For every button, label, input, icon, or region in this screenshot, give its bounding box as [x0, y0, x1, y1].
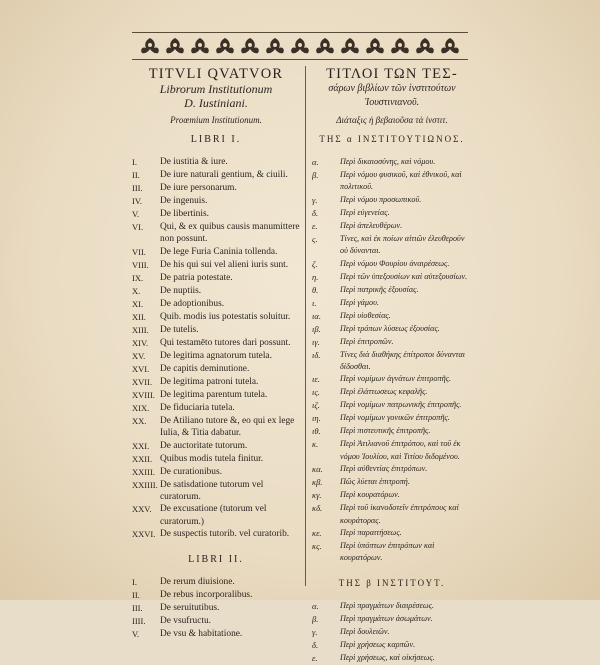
latin-title-entry-title: De rerum diuisione. [160, 577, 235, 588]
greek-proem: Διάταξις ἡ βεβαιοῦσα τὰ ἰνστιτ. [336, 115, 448, 125]
latin-title-entry [132, 503, 300, 528]
greek-title-entry-number: θ. [312, 284, 319, 295]
greek-title-entry-number: ια. [312, 310, 321, 321]
greek-title-entry [312, 207, 472, 220]
latin-title-entry-number: V. [132, 209, 140, 219]
greek-title-entry-title: Περὶ τῶν ὑπεξουσίων καὶ αὐτεξουσίων. [340, 271, 468, 281]
latin-title-entry [132, 221, 300, 246]
greek-title-entry [312, 297, 472, 310]
latin-title-entry [132, 479, 300, 504]
greek-title-entry-number: η. [312, 271, 319, 282]
greek-title-entry-title: Περὶ δικαιοσύνης, καὶ νόμου. [340, 157, 436, 166]
latin-title-entry-title: De lege Furia Caninia tollenda. [160, 246, 278, 257]
greek-title-entry [312, 386, 472, 399]
greek-book-2-list [312, 600, 472, 665]
floral-ornament-icon [288, 36, 312, 56]
greek-title-entry-number: ιδ. [312, 349, 321, 360]
latin-title-entry-title: De ingenuis. [160, 196, 208, 206]
latin-title-entry [132, 528, 300, 541]
latin-title-entry [132, 246, 300, 259]
greek-title-entry-number: κδ. [312, 503, 323, 514]
greek-title-entry [312, 438, 472, 463]
greek-title-entry [312, 527, 472, 540]
greek-title-entry [312, 233, 472, 258]
greek-title-entry-number: γ. [312, 194, 318, 205]
latin-title-entry [132, 195, 300, 208]
greek-title-entry-number: ιβ. [312, 323, 321, 334]
latin-title-entry-title: De legitima agnatorum tutela. [160, 350, 272, 361]
greek-title-entry-number: κε. [312, 528, 322, 539]
column-divider [305, 66, 306, 586]
greek-title-entry-title: Τίνες διὰ διαθήκης ἐπίτροποι δύνανται δίδοσθαι. [340, 349, 466, 372]
latin-title-entry [132, 628, 300, 641]
floral-ornament-icon [163, 36, 187, 56]
latin-title-entry-number: XIX. [132, 402, 150, 413]
greek-title-entry-title: Περὶ πραγμάτων διαιρέσεως. [340, 600, 434, 610]
latin-title-entry [132, 402, 300, 415]
latin-title-entry-number: IX. [132, 272, 144, 283]
greek-title-entry-title: Περὶ υἱοθεσίας. [340, 310, 391, 320]
greek-title-entry-title: Περὶ νόμου Φουρίου ἀναιρέσεως. [340, 258, 450, 268]
greek-title-entry-number: β. [312, 613, 319, 624]
greek-title-entry-title: Περὶ αὐθεντίας ἐπιτρόπων. [340, 464, 428, 474]
greek-title-entry-title: Περὶ εὐγενείας. [340, 207, 390, 217]
latin-title-entry-title: De seruitutibus. [160, 603, 220, 614]
latin-title-entry-number: XIV. [132, 337, 149, 348]
latin-title-entry [132, 182, 300, 195]
latin-title-entry [132, 363, 300, 376]
greek-title-entry-number: δ. [312, 639, 319, 650]
latin-title-entry [132, 169, 300, 182]
greek-title-entry-number: ζ. [312, 258, 318, 269]
greek-title-entry-number: ιζ. [312, 400, 320, 411]
greek-title-entry-number: κβ. [312, 477, 323, 488]
greek-title-entry [312, 349, 472, 374]
latin-title-entry-number: XVII. [132, 376, 153, 387]
latin-title-entry-number: XX. [132, 415, 147, 426]
latin-title-entry [132, 602, 300, 615]
greek-title-entry [312, 310, 472, 323]
latin-title-entry-number: XVI. [132, 363, 150, 374]
greek-title-entry-title: Περὶ τοῦ ἱκανοδοτεῖν ἐπιτρόπους καὶ κουράτορας. [340, 503, 459, 525]
greek-title-entry-number: ιθ. [312, 426, 321, 437]
latin-title-entry [132, 350, 300, 363]
greek-title-entry-number: κς. [312, 541, 322, 552]
latin-proem: Proœmium Institutionum. [170, 115, 262, 125]
greek-title-entry-title: Περὶ γάμου. [340, 297, 379, 307]
floral-ornament-icon [363, 36, 387, 56]
latin-title-entry-number: X. [132, 285, 141, 296]
latin-title-entry-title: De fiduciaria tutela. [160, 402, 235, 413]
greek-title-entry-number: γ. [312, 626, 318, 637]
floral-ornament-icon [138, 36, 162, 56]
greek-title-entry [312, 399, 472, 412]
greek-title-entry [312, 489, 472, 502]
latin-title-entry [132, 589, 300, 602]
floral-ornament-icon [438, 36, 462, 56]
greek-title-entry-number: κ. [312, 439, 319, 450]
latin-title-entry-title: De excusatione (tutorum vel curatorum.) [160, 504, 267, 527]
latin-title-entry [132, 440, 300, 453]
latin-title-entry-number: XXII. [132, 453, 153, 464]
greek-title-entry [312, 194, 472, 207]
latin-title-entry-number: XII. [132, 311, 146, 322]
greek-title-entry-title: Περὶ πιστευτικῆς ἐπιτροπῆς. [340, 426, 431, 436]
greek-title-entry-title: Περὶ παραιτήσεως. [340, 528, 402, 538]
greek-title-entry [312, 639, 472, 652]
greek-title-entry-number: ε. [312, 220, 318, 231]
latin-title-entry-number: XV. [132, 350, 146, 361]
floral-ornament-icon [313, 36, 337, 56]
greek-title-entry-title: Περὶ νόμου προσωπικοῦ. [340, 194, 422, 204]
greek-title-entry [312, 476, 472, 489]
floral-header-ornament [132, 32, 468, 60]
latin-title-entry-title: De adoptionibus. [160, 298, 225, 309]
latin-book-1-list [132, 156, 300, 541]
latin-title-entry-title: Quib. modis ius potestatis soluitur. [160, 311, 291, 322]
floral-ornament-icon [213, 36, 237, 56]
greek-title-entry [312, 502, 472, 527]
greek-title-entry-title: Περὶ τρόπων λύσεως ἐξουσίας. [340, 323, 440, 333]
latin-title-entry-number: VI. [132, 222, 144, 232]
latin-subtitle-1: Librorum Institutionum [159, 82, 273, 96]
latin-title-entry [132, 285, 300, 298]
latin-title-entry-title: De suspectis tutorib. vel curatorib. [160, 529, 290, 540]
greek-title-entry [312, 258, 472, 271]
latin-libri-1-heading: LIBRI I. [190, 134, 242, 145]
greek-title-entry-title: Τίνες, καὶ ἐκ ποίων αἰτιῶν ἐλευθεροῦν οὐ δύνανται. [340, 233, 465, 256]
greek-title-entry-title: Περὶ Ἀτιλιανοῦ ἐπιτρόπου, καὶ τοῦ ἐκ νόμου Ἰουλίου, καὶ Τιτίου διδομένου. [340, 439, 461, 461]
latin-title-entry-title: De Atiliano tutore &, eo qui ex lege Iulia, & Titia dabatur. [160, 415, 295, 439]
greek-title-entry-number: ιε. [312, 374, 320, 385]
greek-subtitle-2: Ἰουστινιανοῦ. [364, 97, 420, 108]
latin-title-entry-title: Quibus modis tutela finitur. [160, 453, 264, 464]
latin-title-entry-title: Qui testamēto tutores dari possunt. [160, 337, 291, 348]
latin-title-entry-number: III. [132, 183, 143, 193]
latin-title-entry-title: De iustitia & iure. [160, 157, 228, 167]
latin-title-entry-number: XXIIII. [132, 479, 158, 490]
latin-title-entry-number: VII. [132, 246, 146, 257]
latin-title-entry-title: De rebus incorporalibus. [160, 590, 253, 601]
latin-title-entry-title: De libertinis. [160, 209, 209, 219]
greek-title-entry-title: Περὶ δουλειῶν. [340, 626, 390, 636]
latin-title-entry-number: V. [132, 629, 140, 640]
latin-title-entry [132, 259, 300, 272]
latin-title-entry-title: De his qui sui vel alieni iuris sunt. [160, 259, 289, 270]
greek-libri-1-heading: ΤΗΣ α ΙΝΣΤΙΤΟΥΤΙΩΝΟΣ. [319, 134, 465, 144]
latin-title-entry [132, 311, 300, 324]
greek-title-entry-number: ιη. [312, 413, 321, 424]
greek-title: ΤΙΤΛΟΙ ΤΩΝ ΤΕΣ- [326, 66, 458, 82]
latin-title-entry-title: De patria potestate. [160, 272, 233, 283]
latin-title-entry-title: De legitima parentum tutela. [160, 389, 268, 400]
greek-title-entry [312, 271, 472, 284]
greek-title-entry-title: Πῶς λύεται ἐπιτροπή. [340, 477, 410, 487]
floral-ornament-icon [413, 36, 437, 56]
latin-title-entry [132, 466, 300, 479]
greek-title-entry-number: α. [312, 600, 319, 611]
latin-title-entry-title: De curationibus. [160, 466, 222, 477]
greek-title-entry-title: Περὶ ὑπόπτων ἐπιτρόπων καὶ κουρατόρων. [340, 541, 435, 563]
latin-title-entry [132, 415, 300, 440]
greek-title-entry [312, 600, 472, 613]
latin-title-entry-number: XIII. [132, 324, 149, 335]
greek-title-entry [312, 336, 472, 349]
latin-title-entry-title: Qui, & ex quibus causis manumittere non possunt. [160, 222, 300, 245]
greek-title-entry [312, 373, 472, 386]
greek-title-entry [312, 412, 472, 425]
latin-title-entry [132, 272, 300, 285]
greek-title-entry-title: Περὶ πραγμάτων ἀσωμάτων. [340, 613, 433, 623]
latin-title-entry-title: De iure naturali gentium, & ciuili. [160, 170, 288, 180]
floral-ornament-icon [238, 36, 262, 56]
greek-title-entry-number: β. [312, 170, 319, 180]
greek-title-entry-number: ις. [312, 387, 320, 398]
latin-title-entry-number: I. [132, 157, 137, 167]
latin-title-entry [132, 208, 300, 221]
greek-title-entry-title: Περὶ νομίμων ἀγνάτων ἐπιτροπῆς. [340, 374, 452, 384]
greek-title-entry-number: α. [312, 157, 319, 167]
latin-title-entry-number: XXIII. [132, 466, 155, 477]
latin-title-entry [132, 576, 300, 589]
greek-title-entry [312, 463, 472, 476]
greek-title-entry [312, 323, 472, 336]
greek-title-entry-title: Περὶ κουρατόρων. [340, 490, 400, 500]
latin-title-entry-number: XXI. [132, 440, 150, 451]
latin-title-entry-title: De auctoritate tutorum. [160, 440, 248, 451]
greek-title-entry-number: κα. [312, 464, 323, 475]
greek-title-entry-number: ε. [312, 652, 318, 663]
greek-title-entry-title: Περὶ ἀπελευθέρων. [340, 220, 403, 230]
greek-title-entry [312, 220, 472, 233]
latin-title-entry [132, 324, 300, 337]
greek-column [312, 66, 472, 665]
greek-title-entry-title: Περὶ νομίμων γονικῶν ἐπιτροπῆς. [340, 413, 450, 423]
greek-title-entry [312, 613, 472, 626]
greek-title-entry-title: Περὶ χρήσεως καρπῶν. [340, 639, 416, 649]
latin-title-entry-number: XXV. [132, 504, 152, 515]
latin-title-entry-number: VIII. [132, 259, 149, 270]
greek-title-entry [312, 156, 472, 169]
latin-subtitle-2: D. Iustiniani. [184, 96, 248, 110]
greek-title-entry-number: ιγ. [312, 336, 320, 347]
greek-title-entry [312, 652, 472, 665]
greek-title-entry-title: Περὶ νόμου φυσικοῦ, καὶ ἐθνικοῦ, καὶ πολιτικοῦ. [340, 170, 462, 192]
latin-title-entry-title: De nuptiis. [160, 285, 202, 296]
greek-title-entry-number: ς. [312, 233, 318, 244]
latin-title-entry-title: De legitima patroni tutela. [160, 376, 259, 387]
latin-title-entry-number: II. [132, 590, 140, 601]
greek-book-1-list [312, 156, 472, 565]
latin-title-entry-number: XVIII. [132, 389, 155, 400]
latin-title-entry-number: XI. [132, 298, 144, 309]
latin-title-entry-number: II. [132, 170, 140, 180]
latin-title-entry-number: XXVI. [132, 529, 156, 540]
latin-title: TITVLI QVATVOR [148, 66, 284, 82]
greek-title-entry [312, 284, 472, 297]
latin-title-entry [132, 156, 300, 169]
greek-title-entry-number: δ. [312, 207, 319, 218]
latin-title-entry [132, 389, 300, 402]
latin-title-entry-number: IV. [132, 196, 142, 206]
greek-title-entry-number: κγ. [312, 490, 322, 501]
latin-title-entry-title: De vsu & habitatione. [160, 629, 243, 640]
latin-title-entry [132, 615, 300, 628]
greek-title-entry-title: Περὶ ἐλάττωσεως κεφαλῆς. [340, 387, 428, 397]
greek-title-entry-title: Περὶ χρήσεως, καὶ οἰκήσεως. [340, 652, 435, 662]
greek-title-entry [312, 169, 472, 194]
greek-libri-2-heading: ΤΗΣ β ΙΝΣΤΙΤΟΥΤ. [338, 577, 446, 588]
latin-title-entry-number: I. [132, 577, 137, 588]
greek-title-entry-number: ι. [312, 297, 317, 308]
latin-book-2-list [132, 576, 300, 641]
latin-column [132, 66, 300, 641]
latin-title-entry [132, 376, 300, 389]
latin-title-entry [132, 453, 300, 466]
latin-title-entry-title: De vsufructu. [160, 616, 212, 627]
greek-title-entry [312, 626, 472, 639]
latin-title-entry-title: De tutelis. [160, 324, 199, 335]
greek-title-entry-title: Περὶ ἐπιτροπῶν. [340, 336, 394, 346]
floral-ornament-icon [263, 36, 287, 56]
latin-title-entry [132, 337, 300, 350]
latin-title-entry-title: De satisdatione tutorum vel curatorum. [160, 479, 264, 503]
greek-subtitle-1: σάρων βιβλίων τῶν ἰνστιτούτων [328, 83, 456, 94]
latin-title-entry [132, 298, 300, 311]
latin-title-entry-number: III. [132, 603, 143, 614]
floral-ornament-icon [388, 36, 412, 56]
latin-title-entry-number: IIII. [132, 616, 146, 627]
greek-title-entry [312, 540, 472, 565]
latin-title-entry-title: De iure personarum. [160, 183, 237, 193]
floral-ornament-icon [188, 36, 212, 56]
greek-title-entry-title: Περὶ πατρικῆς ἐξουσίας. [340, 284, 419, 294]
latin-title-entry-title: De capitis deminutione. [160, 363, 250, 374]
greek-title-entry-title: Περὶ νομίμων πατρωνικῆς ἐπιτροπῆς. [340, 400, 462, 410]
greek-title-entry [312, 425, 472, 438]
floral-ornament-icon [338, 36, 362, 56]
latin-libri-2-heading: LIBRI II. [188, 554, 244, 566]
